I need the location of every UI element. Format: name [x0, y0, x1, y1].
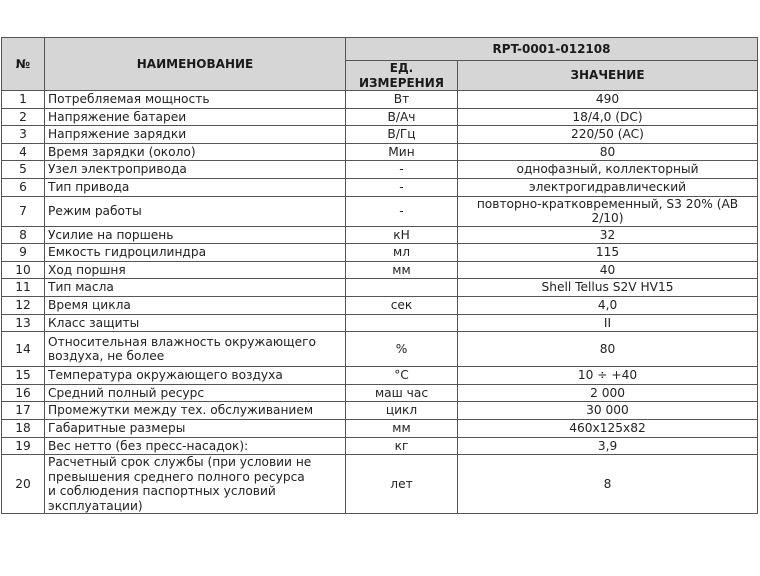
unit-of-measure: - [346, 178, 458, 196]
header-name: НАИМЕНОВАНИЕ [45, 38, 346, 91]
table-row [2, 279, 758, 297]
parameter-name-line: Средний полный ресурс [48, 385, 205, 400]
parameter-value: повторно-кратковременный, S3 20% (АВ 2/10) [458, 196, 758, 226]
parameter-name [45, 196, 346, 226]
row-number: 10 [2, 261, 45, 279]
unit-of-measure: сек [346, 296, 458, 314]
parameter-name-line: Режим работы [48, 203, 142, 218]
parameter-name [45, 384, 346, 402]
parameter-value: 30 000 [458, 402, 758, 420]
parameter-value: 8 [458, 455, 758, 514]
unit-of-measure: % [346, 332, 458, 367]
row-number: 16 [2, 384, 45, 402]
parameter-name-line: Усилие на поршень [48, 227, 174, 242]
table-row [2, 367, 758, 385]
parameter-name [45, 261, 346, 279]
header-unit: ЕД. ИЗМЕРЕНИЯ [346, 61, 458, 91]
table-row [2, 91, 758, 109]
row-number: 17 [2, 402, 45, 420]
table-row [2, 126, 758, 144]
unit-of-measure: мм [346, 419, 458, 437]
parameter-value: 2 000 [458, 384, 758, 402]
parameter-name-line: Расчетный срок службы (при условии не [48, 455, 312, 470]
parameter-name-line: и соблюдения паспортных условий [48, 484, 276, 499]
parameter-value: 18/4,0 (DC) [458, 108, 758, 126]
parameter-name [45, 437, 346, 455]
row-number: 12 [2, 296, 45, 314]
unit-of-measure: Мин [346, 143, 458, 161]
parameter-name-line: Габаритные размеры [48, 420, 186, 435]
unit-of-measure: - [346, 196, 458, 226]
unit-of-measure: В/Ач [346, 108, 458, 126]
parameter-name-line: Время цикла [48, 297, 131, 312]
parameter-name-line: Относительная влажность окружающего [48, 334, 316, 349]
parameter-value: 3,9 [458, 437, 758, 455]
table-row [2, 226, 758, 244]
table-row [2, 419, 758, 437]
parameter-value: 4,0 [458, 296, 758, 314]
unit-of-measure: Вт [346, 91, 458, 109]
row-number: 9 [2, 244, 45, 262]
table-row [2, 314, 758, 332]
row-number: 1 [2, 91, 45, 109]
header-number: № [2, 38, 45, 91]
row-number: 13 [2, 314, 45, 332]
unit-of-measure: кН [346, 226, 458, 244]
row-number: 7 [2, 196, 45, 226]
parameter-value: 490 [458, 91, 758, 109]
row-number: 2 [2, 108, 45, 126]
parameter-value: 32 [458, 226, 758, 244]
row-number: 11 [2, 279, 45, 297]
parameter-name [45, 402, 346, 420]
specifications-body [2, 91, 758, 514]
row-number: 4 [2, 143, 45, 161]
parameter-name [45, 91, 346, 109]
parameter-name-line: Вес нетто (без пресс-насадок): [48, 438, 249, 453]
parameter-value: 460x125x82 [458, 419, 758, 437]
parameter-name-line: Тип масла [48, 280, 114, 295]
specifications-table [1, 37, 758, 514]
table-row [2, 402, 758, 420]
row-number: 3 [2, 126, 45, 144]
parameter-name-line: воздуха, не более [48, 349, 165, 364]
row-number: 5 [2, 161, 45, 179]
unit-of-measure: - [346, 161, 458, 179]
parameter-name-line: Промежутки между тех. обслуживанием [48, 403, 314, 418]
parameter-name-line: Класс защиты [48, 315, 140, 330]
parameter-name-line: Узел электропривода [48, 162, 187, 177]
parameter-name [45, 279, 346, 297]
row-number: 14 [2, 332, 45, 367]
unit-of-measure: цикл [346, 402, 458, 420]
parameter-name-line: Емкость гидроцилиндра [48, 245, 207, 260]
unit-of-measure: кг [346, 437, 458, 455]
table-row [2, 178, 758, 196]
parameter-name-line: Потребляемая мощность [48, 92, 210, 107]
unit-of-measure: мм [346, 261, 458, 279]
row-number: 19 [2, 437, 45, 455]
parameter-value: однофазный, коллекторный [458, 161, 758, 179]
table-row [2, 244, 758, 262]
parameter-name-line: превышения среднего полного ресурса [48, 469, 305, 484]
table-row [2, 161, 758, 179]
table-row [2, 108, 758, 126]
parameter-name [45, 226, 346, 244]
parameter-name [45, 332, 346, 367]
parameter-name [45, 108, 346, 126]
unit-of-measure: °С [346, 367, 458, 385]
table-row [2, 143, 758, 161]
parameter-name-line: Напряжение зарядки [48, 127, 187, 142]
parameter-name [45, 314, 346, 332]
header-value: ЗНАЧЕНИЕ [458, 61, 758, 91]
table-row [2, 196, 758, 226]
parameter-value: 80 [458, 143, 758, 161]
parameter-name-line: Тип привода [48, 180, 130, 195]
parameter-name [45, 419, 346, 437]
parameter-value: 115 [458, 244, 758, 262]
row-number: 8 [2, 226, 45, 244]
table-row [2, 384, 758, 402]
parameter-name-line: Ход поршня [48, 262, 126, 277]
parameter-name [45, 367, 346, 385]
parameter-name [45, 143, 346, 161]
unit-of-measure [346, 314, 458, 332]
row-number: 6 [2, 178, 45, 196]
table-row [2, 261, 758, 279]
parameter-value: электрогидравлический [458, 178, 758, 196]
parameter-value: 80 [458, 332, 758, 367]
parameter-name-line: Температура окружающего воздуха [48, 368, 283, 383]
parameter-value: 40 [458, 261, 758, 279]
table-row [2, 455, 758, 514]
parameter-name [45, 244, 346, 262]
parameter-value: 220/50 (AC) [458, 126, 758, 144]
unit-of-measure: маш час [346, 384, 458, 402]
table-row [2, 296, 758, 314]
parameter-name-line: Время зарядки (около) [48, 144, 196, 159]
table-row [2, 437, 758, 455]
parameter-value: 10 ÷ +40 [458, 367, 758, 385]
header-model: RPT-0001-012108 [346, 38, 758, 61]
parameter-value: Shell Tellus S2V HV15 [458, 279, 758, 297]
parameter-name [45, 178, 346, 196]
parameter-name [45, 126, 346, 144]
row-number: 18 [2, 419, 45, 437]
unit-of-measure: мл [346, 244, 458, 262]
parameter-value: II [458, 314, 758, 332]
parameter-name [45, 296, 346, 314]
parameter-name [45, 455, 346, 514]
parameter-name [45, 161, 346, 179]
unit-of-measure: лет [346, 455, 458, 514]
unit-of-measure: В/Гц [346, 126, 458, 144]
parameter-name-line: Напряжение батареи [48, 109, 187, 124]
row-number: 15 [2, 367, 45, 385]
unit-of-measure [346, 279, 458, 297]
parameter-name-line: эксплуатации) [48, 498, 143, 513]
table-row [2, 332, 758, 367]
row-number: 20 [2, 455, 45, 514]
